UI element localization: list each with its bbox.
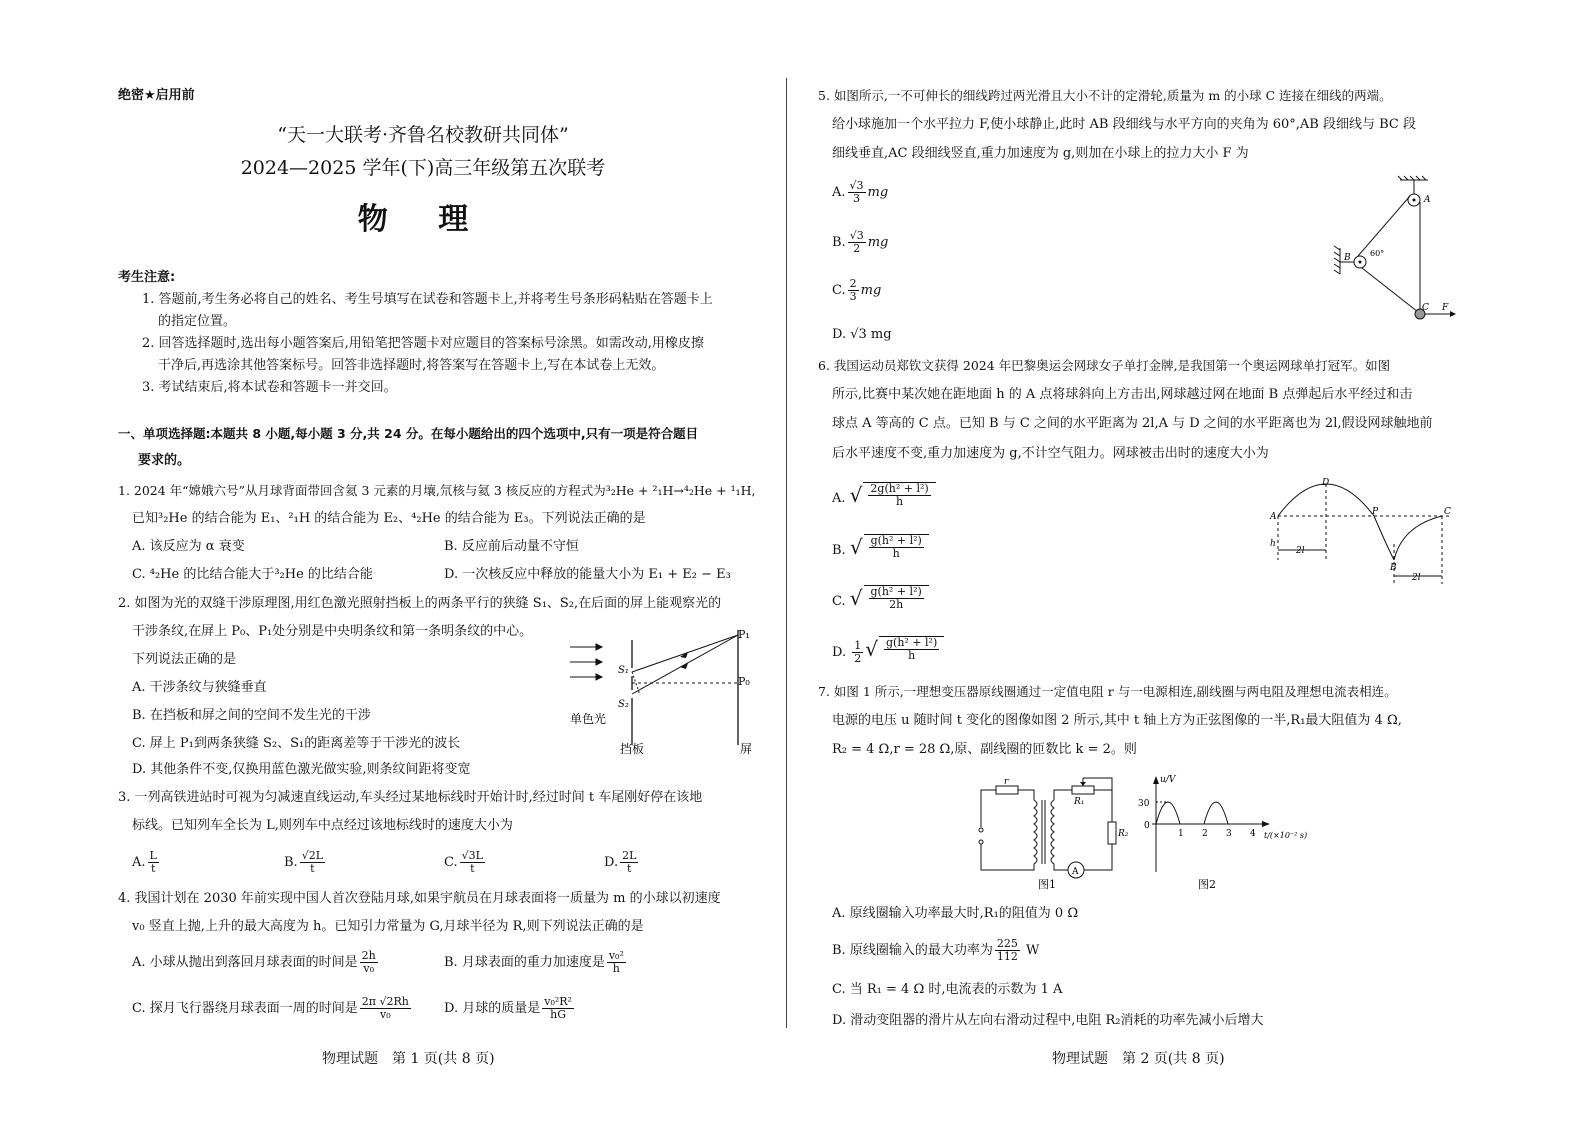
q1-stem: 1. 2024 年“嫦娥六号”从月球背面带回含氦 3 元素的月壤,氘核与氦 3 核反应的方程式为³₂He + ²₁H→⁴₂He + ¹₁H, [118,483,756,498]
q6-stem: 6. 我国运动员郑钦文获得 2024 年巴黎奥运会网球女子单打金牌,是我国第一个奥运网球单打冠军。如图 [818,358,1391,373]
q5-stem: 细线垂直,AC 段细线竖直,重力加速度为 g,则加在小球上的拉力大小 F 为 [832,146,1249,161]
y-tick-0: 0 [1144,821,1150,831]
q2-option-d: D. 其他条件不变,仅换用蓝色激光做实验,则条纹间距将变宽 [132,762,471,777]
q2-option-a: A. 干涉条纹与狭缝垂直 [132,680,267,695]
notice-item: 的指定位置。 [158,314,237,329]
q4-stem: 4. 我国计划在 2030 年前实现中国人首次登陆月球,如果宇航员在月球表面将一质量为 m 的小球以初速度 [118,891,721,906]
notice-item: 干净后,再选涂其他答案标号。回答非选择题时,将答案写在答题卡上,写在本试卷上无效。 [158,358,665,373]
notice-item: 1. 答题前,考生务必将自己的姓名、考生号填写在试卷和答题卡上,并将考生号条形码粘贴在答题卡上 [142,292,713,307]
notice-heading: 考生注意: [118,270,176,285]
y-tick-30: 30 [1138,799,1150,809]
fig-label-r: r [1004,777,1009,787]
exam-title: “天一大联考·齐鲁名校教研共同体” [277,124,569,146]
voltage-time-graph [1136,772,1316,892]
q2-stem: 干涉条纹,在屏上 P₀、P₁处分别是中央明条纹和第一条明条纹的中心。 [132,624,533,639]
page-footer-right: 物理试题 第 2 页(共 8 页) [1052,1051,1225,1067]
fig-label-p1: P₁ [738,628,750,641]
fig-label-a: A [1270,512,1277,522]
double-slit-diagram [570,625,760,755]
fig-label-h: h [1270,539,1276,549]
q3-option-a: A. $\frac{L}{t}$ [132,849,157,875]
q2-stem: 2. 如图为光的双缝干涉原理图,用红色激光照射挡板上的两条平行的狭缝 S₁、S₂,在后面的屏上能观察光的 [118,596,722,611]
fig-label-c: C [1444,507,1451,517]
fig-label-s1: S₁ [618,665,629,676]
q7-stem: R₂ = 4 Ω,r = 28 Ω,原、副线圈的匝数比 k = 2。则 [832,742,1137,757]
q6-stem: 球点 A 等高的 C 点。已知 B 与 C 之间的水平距离为 2l,A 与 D 之间的水平距离也为 2l,假设网球触地前 [832,416,1433,431]
fig-label-b: B [1344,253,1351,263]
page-divider [786,78,787,1028]
q5-option-b: B. $\frac{√3}{2}$ mg [832,229,889,255]
subject-title: 物 理 [357,202,489,237]
pulley-diagram [1328,176,1458,326]
ammeter-icon: A [1072,867,1079,877]
q6-option-c: C. √ $\frac{\text{g(h² + l²)}}{2h}$ [832,585,929,611]
transformer-circuit-figure [976,772,1129,892]
q7-option-d: D. 滑动变阻器的滑片从左向右滑动过程中,电阻 R₂消耗的功率先减小后增大 [832,1013,1264,1028]
section-heading: 一、单项选择题:本题共 8 小题,每小题 3 分,共 24 分。在每小题给出的四个选项中,只有一项是符合题目 [118,426,699,441]
fig-label-angle: 60° [1370,249,1385,258]
q4-option-a: A. 小球从抛出到落回月球表面的时间是 $\frac{2h}{\text{v₀}}$ [132,949,376,975]
q6-stem: 所示,比赛中某次她在距地面 h 的 A 点将球斜向上方击出,网球越过网在地面 B 点弹起后水平经过和击 [832,387,1413,402]
fig-label-barrier: 挡板 [620,742,645,756]
fig-label-p: P [1372,507,1379,517]
q7-option-a: A. 原线圈输入功率最大时,R₁的阻值为 0 Ω [832,906,1079,921]
x-tick-4: 4 [1250,829,1256,839]
q5-stem: 5. 如图所示,一不可伸长的细线跨过两光滑且大小不计的定滑轮,质量为 m 的小球 C 连接在细线的两端。 [818,88,1392,103]
tennis-trajectory-diagram [1268,474,1458,586]
q5-stem: 给小球施加一个水平拉力 F,使小球静止,此时 AB 段细线与水平方向的夹角为 60°,AB 段细线与 BC 段 [832,117,1416,132]
q5-option-a: A. $\frac{√3}{3}$ mg [832,179,889,205]
x-axis-label: t/(×10⁻² s) [1264,831,1308,840]
q4-option-d: D. 月球的质量是 $\frac{\text{v₀²R²}}{hG}$ [444,995,572,1021]
q4-option-c: C. 探月飞行器绕月球表面一周的时间是 $\frac{2\pi √2Rh}{\text{v₀}}$ [132,995,409,1021]
q6-option-d: D. $\frac{1}{2}$ √ $\frac{\text{g(h² + l²)}}{h}$ [832,636,944,665]
secret-label: 绝密★启用前 [118,88,195,103]
q4-stem: v₀ 竖直上抛,上升的最大高度为 h。已知引力常量为 G,月球半径为 R,则下列说法正确的是 [132,919,644,934]
fig-label-r2: R₂ [1118,829,1129,839]
q1-option-d: D. 一次核反应中释放的能量大小为 E₁ + E₂ − E₃ [444,567,731,582]
q3-option-d: D. $\frac{2L}{t}$ [604,849,637,875]
fig-label-2l: 2l [1296,546,1305,556]
q6-stem: 后水平速度不变,重力加速度为 g,不计空气阻力。网球被击出时的速度大小为 [832,446,1269,461]
left-page [118,0,758,1138]
q3-option-c: C. $\frac{√3L}{t}$ [444,849,483,875]
section-heading-cont: 要求的。 [138,453,191,468]
x-tick-3: 3 [1226,829,1232,839]
q1-option-c: C. ⁴₂He 的比结合能大于³₂He 的比结合能 [132,567,373,582]
q2-option-b: B. 在挡板和屏之间的空间不发生光的干涉 [132,708,371,723]
fig-label-s2: S₂ [618,699,629,710]
x-tick-2: 2 [1202,829,1208,839]
right-page [818,0,1458,1138]
q7-stem: 电源的电压 u 随时间 t 变化的图像如图 2 所示,其中 t 轴上方为正弦图像的一半,R₁最大阻值为 4 Ω, [832,713,1402,728]
fig-label-c: C [1422,303,1429,313]
q2-option-c: C. 屏上 P₁到两条狭缝 S₂、S₁的距离差等于干涉光的波长 [132,736,461,751]
q3-option-b: B. $\frac{√2L}{t}$ [284,849,323,875]
q2-stem: 下列说法正确的是 [132,652,237,667]
q1-stem: 已知³₂He 的结合能为 E₁、²₁H 的结合能为 E₂、⁴₂He 的结合能为 E₃。下列说法正确的是 [132,511,646,526]
q7-stem: 7. 如图 1 所示,一理想变压器原线圈通过一定值电阻 r 与一电源相连,副线圈与两电阻及理想电流表相连。 [818,684,1397,699]
q7-option-b: B. 原线圈输入的最大功率为 $\frac{225}{112}$ W [832,937,1040,963]
q1-option-a: A. 该反应为 α 衰变 [132,539,245,554]
x-tick-1: 1 [1178,829,1184,839]
exam-subtitle: 2024—2025 学年(下)高三年级第五次联考 [240,157,606,179]
fig-label-light: 单色光 [570,712,607,726]
q3-stem: 标线。已知列车全长为 L,则列车中点经过该地标线时的速度大小为 [132,818,513,833]
figure-caption: 图2 [1198,878,1216,891]
q4-option-b: B. 月球表面的重力加速度是 $\frac{\text{v₀²}}{h}$ [444,949,624,975]
q5-option-d: D. √3 mg [832,327,892,342]
q1-option-b: B. 反应前后动量不守恒 [444,539,579,554]
page-footer-left: 物理试题 第 1 页(共 8 页) [322,1051,495,1067]
q6-option-a: A. √ $\frac{\text{2g(h² + l²)}}{h}$ [832,482,936,508]
q7-option-c: C. 当 R₁ = 4 Ω 时,电流表的示数为 1 A [832,982,1063,997]
q5-option-c: C. $\frac{2}{3}$ mg [832,277,882,303]
q3-stem: 3. 一列高铁进站时可视为匀减速直线运动,车头经过某地标线时开始计时,经过时间 t 车尾刚好停在该地 [118,790,703,805]
notice-item: 3. 考试结束后,将本试卷和答题卡一并交回。 [142,380,397,395]
q6-option-b: B. √ $\frac{\text{g(h² + l²)}}{h}$ [832,534,929,560]
fig-label-p0: P₀ [738,675,750,688]
fig-label-f: F [1442,303,1449,313]
fig-label-screen: 屏 [740,742,753,756]
fig-label-b: B [1390,563,1397,573]
fig-label-r1: R₁ [1074,797,1085,807]
fig-label-a: A [1424,195,1431,205]
y-axis-label: u/V [1160,775,1176,785]
fig-label-2l: 2l [1412,573,1421,583]
notice-item: 2. 回答选择题时,选出每小题答案后,用铅笔把答题卡对应题目的答案标号涂黑。如需改动,用橡皮擦 [142,336,704,351]
figure-caption: 图1 [1038,878,1056,891]
fig-label-d: D [1322,478,1330,488]
